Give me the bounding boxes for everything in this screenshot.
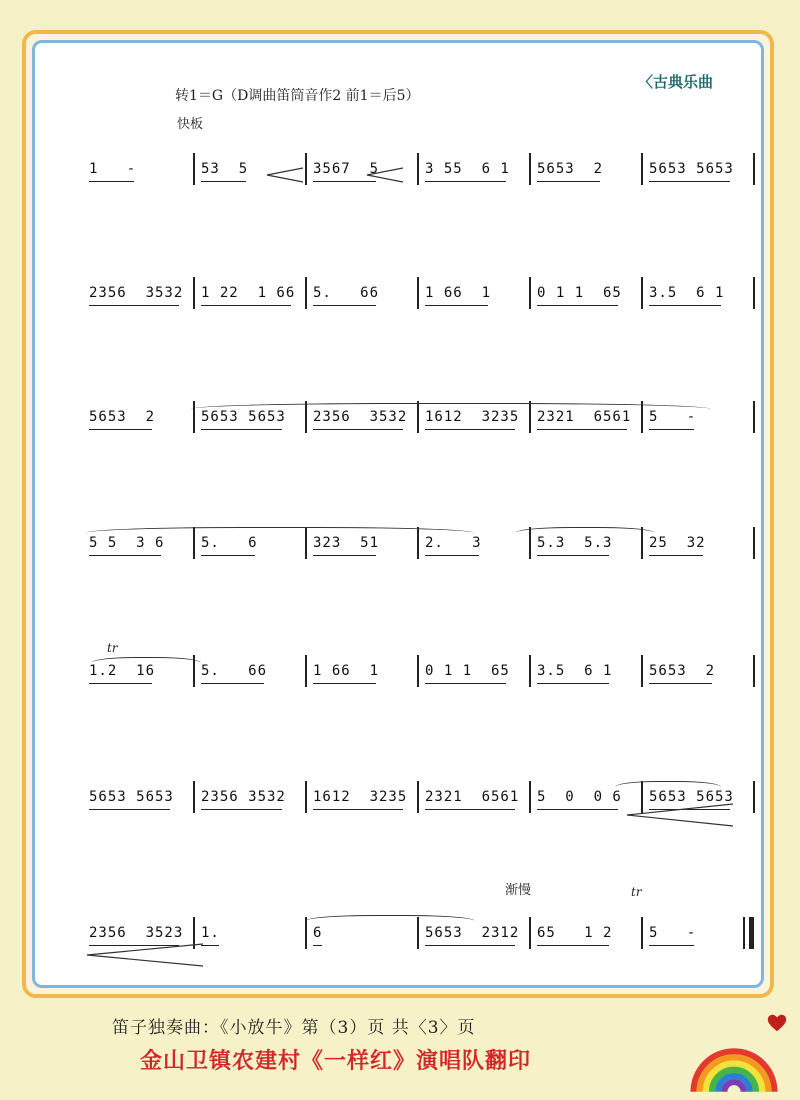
measure: 65 1 2 [537, 925, 613, 941]
beam-line [201, 305, 291, 306]
crescendo-hairpin [365, 167, 405, 183]
measure: 0 1 1 65 [537, 285, 622, 301]
barline [641, 917, 643, 949]
beam-line [89, 305, 179, 306]
barline [753, 401, 755, 433]
crescendo-hairpin [265, 167, 305, 183]
barline [417, 153, 419, 185]
measure: 1 66 1 [425, 285, 492, 301]
measure: 6 [313, 925, 323, 941]
measure: 5. 66 [313, 285, 380, 301]
barline [753, 781, 755, 813]
footer-title: 笛子独奏曲：《小放牛》第（3）页 共〈3〉页 [112, 1018, 476, 1038]
measure: 323 51 [313, 535, 380, 551]
beam-line [425, 683, 506, 684]
barline [193, 153, 195, 185]
beam-line [537, 555, 609, 556]
measure: 1612 3235 [425, 409, 520, 425]
measure: 2. 3 [425, 535, 482, 551]
rainbow-icon [690, 1044, 778, 1092]
beam-line [425, 181, 506, 182]
measure: 2356 3532 [313, 409, 408, 425]
measure: 5653 5653 [649, 161, 734, 177]
measure: 2356 3532 [89, 285, 184, 301]
measure: 5653 2 [537, 161, 604, 177]
beam-line [89, 555, 161, 556]
measure: 5653 5653 [201, 409, 286, 425]
slur-arc [615, 781, 721, 796]
beam-line [89, 429, 152, 430]
slur-arc [91, 657, 201, 672]
genre-label: 〈古典乐曲 [637, 73, 713, 91]
measure: 5 - [649, 925, 697, 941]
beam-line [425, 809, 515, 810]
beam-line [201, 429, 282, 430]
barline [529, 655, 531, 687]
beam-line [537, 181, 600, 182]
measure: 2356 3523 [89, 925, 184, 941]
page-frame [22, 30, 774, 998]
measure: 5653 2 [649, 663, 716, 679]
measure: 5 5 3 6 [89, 535, 165, 551]
beam-line [425, 945, 515, 946]
beam-line [313, 683, 376, 684]
crescendo-hairpin [625, 803, 735, 827]
barline [743, 917, 745, 949]
barline [529, 917, 531, 949]
slur-arc [305, 915, 475, 930]
slur-arc [85, 527, 475, 542]
measure: 5.3 5.3 [537, 535, 613, 551]
barline [417, 277, 419, 309]
beam-line [649, 555, 703, 556]
heart-icon [766, 1012, 788, 1034]
slur-arc [515, 527, 655, 542]
measure: 1 22 1 66 [201, 285, 296, 301]
beam-line [89, 181, 134, 182]
beam-line [201, 181, 246, 182]
barline [753, 527, 755, 559]
measure: 0 1 1 65 [425, 663, 510, 679]
measure: 3.5 6 1 [649, 285, 725, 301]
ritardando-marking: 渐慢 [505, 883, 532, 898]
barline [529, 153, 531, 185]
barline [305, 277, 307, 309]
trill-mark: tr [631, 885, 642, 899]
measure: 3 55 6 1 [425, 161, 510, 177]
beam-line [313, 429, 403, 430]
measure: 2321 6561 [537, 409, 632, 425]
beam-line [313, 555, 376, 556]
final-barline [749, 917, 754, 949]
barline [641, 655, 643, 687]
beam-line [425, 555, 479, 556]
beam-line [537, 683, 609, 684]
measure: 1612 3235 [313, 789, 408, 805]
barline [305, 153, 307, 185]
measure: 5. 66 [201, 663, 268, 679]
barline [641, 153, 643, 185]
measure: 5 - [649, 409, 697, 425]
measure: 5653 5653 [649, 789, 734, 805]
beam-line [313, 305, 376, 306]
beam-line [649, 305, 721, 306]
beam-line [649, 945, 694, 946]
measure: 5 0 0 6 [537, 789, 622, 805]
measure: 1 - [89, 161, 137, 177]
barline [193, 781, 195, 813]
barline [753, 153, 755, 185]
measure: 5653 5653 [89, 789, 174, 805]
measure: 2356 3532 [201, 789, 286, 805]
beam-line [89, 683, 152, 684]
barline [305, 655, 307, 687]
slur-arc [191, 403, 711, 418]
barline [417, 655, 419, 687]
beam-line [649, 181, 730, 182]
measure: 2321 6561 [425, 789, 520, 805]
beam-line [201, 555, 255, 556]
measure: 1. [201, 925, 220, 941]
barline [529, 277, 531, 309]
beam-line [313, 809, 403, 810]
beam-line [537, 305, 618, 306]
beam-line [201, 809, 282, 810]
beam-line [201, 683, 264, 684]
beam-line [313, 945, 322, 946]
barline [417, 781, 419, 813]
beam-line [537, 429, 627, 430]
key-change-label: 转1＝G（D调曲笛筒音作2 前1＝后5） [175, 88, 420, 104]
tempo-marking: 快板 [177, 117, 204, 132]
beam-line [649, 683, 712, 684]
barline [305, 781, 307, 813]
measure: 5653 2312 [425, 925, 520, 941]
barline [753, 655, 755, 687]
beam-line [425, 429, 515, 430]
measure: 1 66 1 [313, 663, 380, 679]
crescendo-hairpin [85, 943, 205, 967]
beam-line [537, 945, 609, 946]
score-sheet [32, 40, 764, 988]
trill-mark: tr [107, 641, 118, 655]
footer-credit: 金山卫镇农建村《一样红》演唱队翻印 [140, 1049, 532, 1074]
measure: 5. 6 [201, 535, 258, 551]
staff-row-2 [83, 255, 755, 315]
beam-line [537, 809, 618, 810]
measure: 3.5 6 1 [537, 663, 613, 679]
beam-line [89, 809, 170, 810]
measure: 3567 5 [313, 161, 380, 177]
beam-line [425, 305, 488, 306]
barline [193, 277, 195, 309]
measure: 5653 2 [89, 409, 156, 425]
barline [641, 277, 643, 309]
measure: 1.2 16 [89, 663, 156, 679]
staff-row-1 [83, 131, 755, 191]
measure: 25 32 [649, 535, 706, 551]
beam-line [649, 429, 694, 430]
measure: 53 5 [201, 161, 249, 177]
barline [753, 277, 755, 309]
barline [529, 781, 531, 813]
